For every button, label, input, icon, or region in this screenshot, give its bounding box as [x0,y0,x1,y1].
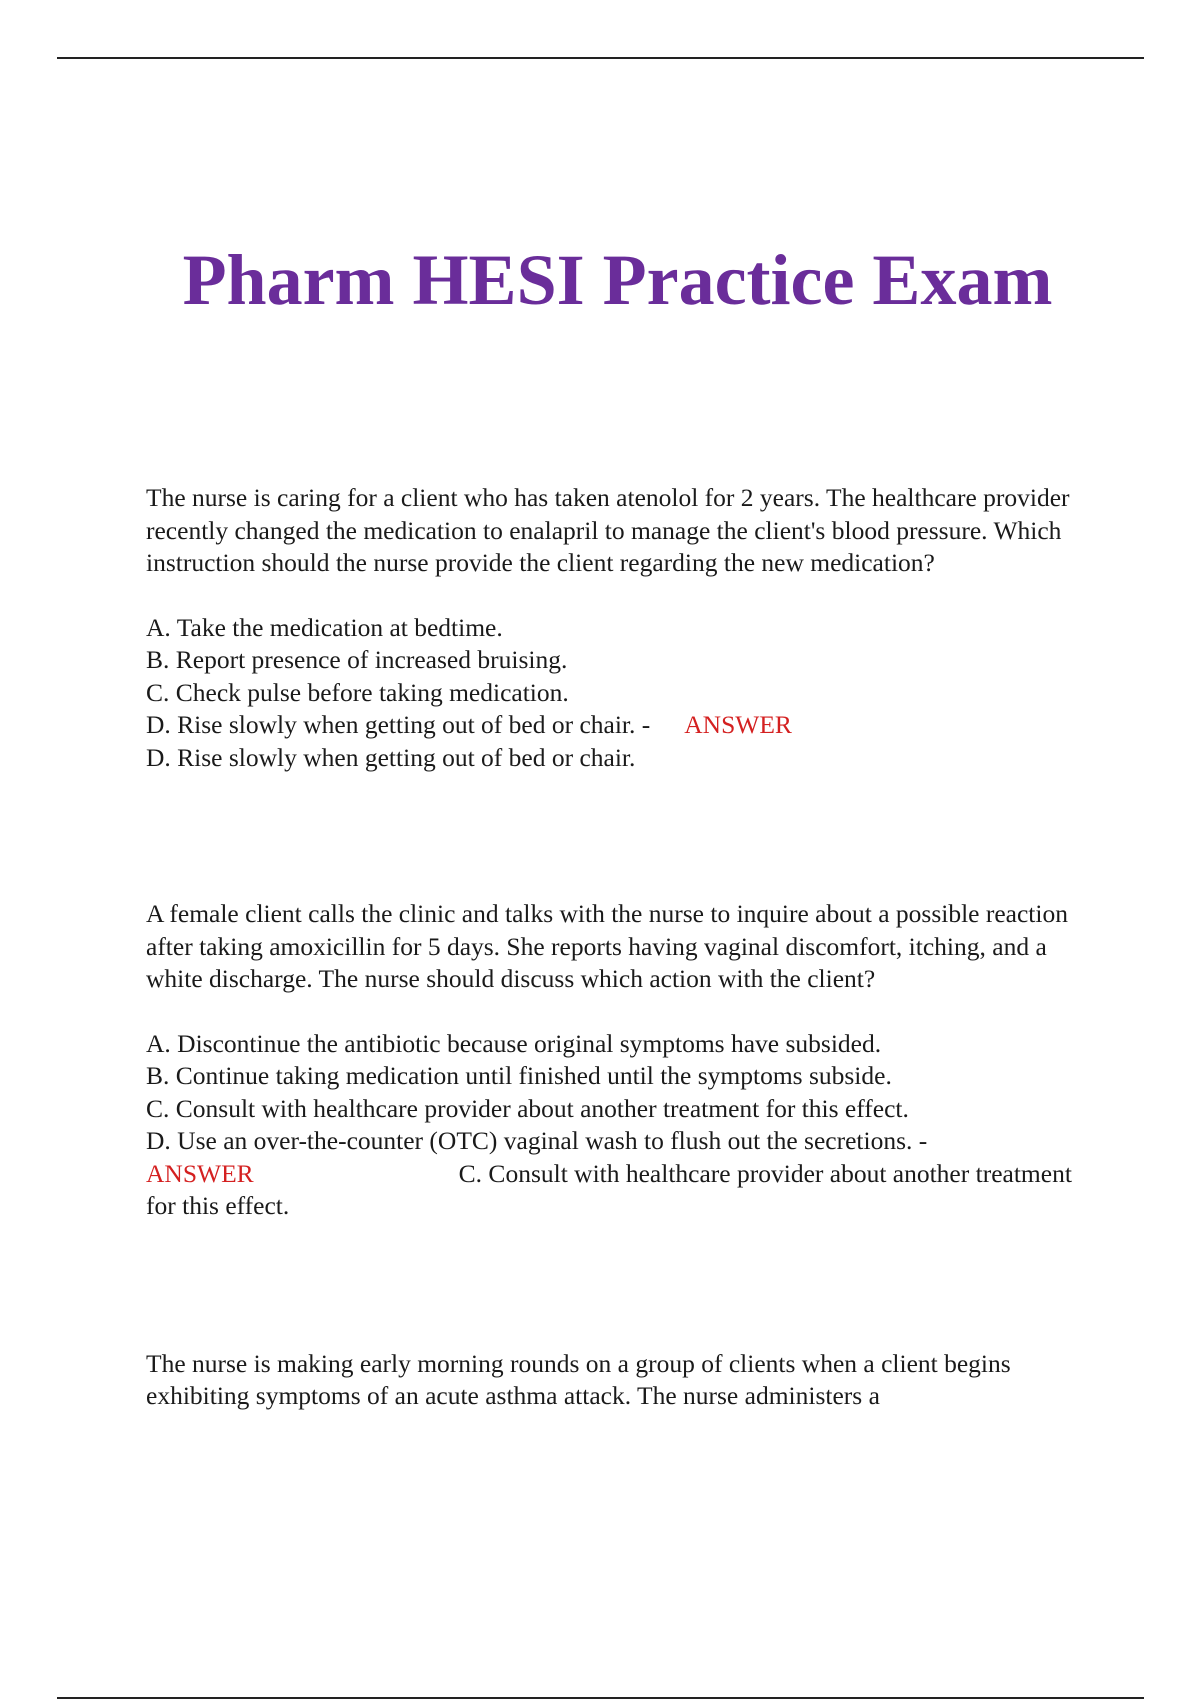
option-a: A. Discontinue the antibiotic because original symptoms have subsided. [146,1028,882,1058]
question-stem: The nurse is making early morning rounds on a group of clients when a client begins exhibiting symptoms of an acute asthma attack. The nurse administers a [146,1348,1011,1410]
answer-text: D. Rise slowly when getting out of bed or chair. [146,742,636,772]
answer-label: ANSWER [146,1158,254,1188]
question-stem: A female client calls the clinic and talks with the nurse to inquire about a possible reaction after taking amoxicillin for 5 days. She reports having vaginal discomfort, itching, and a white discharge. The nurse should discuss which action with the client? [146,899,1068,993]
option-c: C. Check pulse before taking medication. [146,677,569,707]
option-c: C. Consult with healthcare provider about another treatment for this effect. [146,1093,909,1123]
option-b: B. Continue taking medication until finished until the symptoms subside. [146,1061,892,1090]
question-1 [146,482,1086,774]
exam-content [146,482,1086,1413]
page-title: Pharm HESI Practice Exam [182,240,1053,320]
header-rule [57,57,1144,59]
answer-text: C. Consult with healthcare provider about another treatment for this effect. [146,1158,1072,1220]
option-list [146,1028,1086,1158]
option-b: B. Report presence of increased bruising. [146,645,568,674]
option-list [146,612,1086,742]
option-d: D. Use an over-the-counter (OTC) vaginal wash to flush out the secretions. - [146,1126,928,1155]
option-d-text: D. Rise slowly when getting out of bed or chair. - [146,710,651,739]
option-a: A. Take the medication at bedtime. [146,612,503,642]
question-2 [146,898,1086,1223]
answer-block [146,1158,1086,1223]
option-d [146,709,1086,742]
answer-label: ANSWER [684,710,792,739]
question-3 [146,1348,1086,1413]
footer-rule [57,1697,1144,1699]
question-stem: The nurse is caring for a client who has taken atenolol for 2 years. The healthcare provider recently changed the medication to enalapril to manage the client's blood pressure. Which instruction should the nurse provide the client regarding the new medication? [146,483,1070,577]
